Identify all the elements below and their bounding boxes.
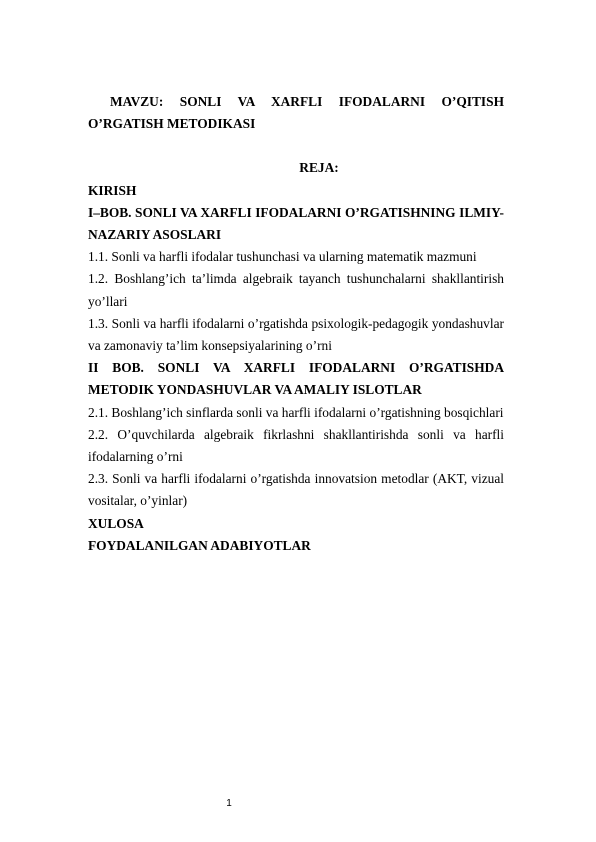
document-title: MAVZU: SONLI VA XARFLI IFODALARNI O’QITISH O’RGATISH METODIKASI (88, 94, 504, 132)
toc-item: 1.2. Boshlang’ich ta’limda algebraik tayanch tushunchalarni shakllantirish yo’llari (88, 271, 504, 309)
page-number: 1 (226, 798, 232, 809)
toc-item: 2.2. O’quvchilarda algebraik fikrlashni shakllantirishda sonli va harfli ifodalarning o’rni (88, 426, 504, 465)
table-of-contents (88, 180, 504, 557)
toc-item: FOYDALANILGAN ADABIYOTLAR (88, 537, 311, 553)
toc-item: 2.3. Sonli va harfli ifodalarni o’rgatishda innovatsion metodlar (AKT, vizual vositalar, o’yinlar) (88, 471, 504, 509)
document-page (88, 91, 504, 557)
toc-item: 1.1. Sonli va harfli ifodalar tushunchasi va ularning matematik mazmuni (88, 249, 477, 265)
toc-item: XULOSA (88, 515, 144, 531)
toc-item: 1.3. Sonli va harfli ifodalarni o’rgatishda psixologik-pedagogik yondashuvlar va zamonaviy ta’lim konsepsiyalarining o’rni (88, 315, 504, 354)
plan-heading: REJA: (299, 160, 339, 176)
toc-item: I–BOB. SONLI VA XARFLI IFODALARNI O’RGATISHNING ILMIY-NAZARIY ASOSLARI (88, 204, 504, 243)
toc-item: II BOB. SONLI VA XARFLI IFODALARNI O’RGATISHDA METODIK YONDASHUVLAR VA AMALIY ISLOTLAR (88, 360, 504, 398)
toc-item: KIRISH (88, 182, 137, 198)
toc-item: 2.1. Boshlang’ich sinflarda sonli va harfli ifodalarni o’rgatishning bosqichlari (88, 404, 504, 420)
